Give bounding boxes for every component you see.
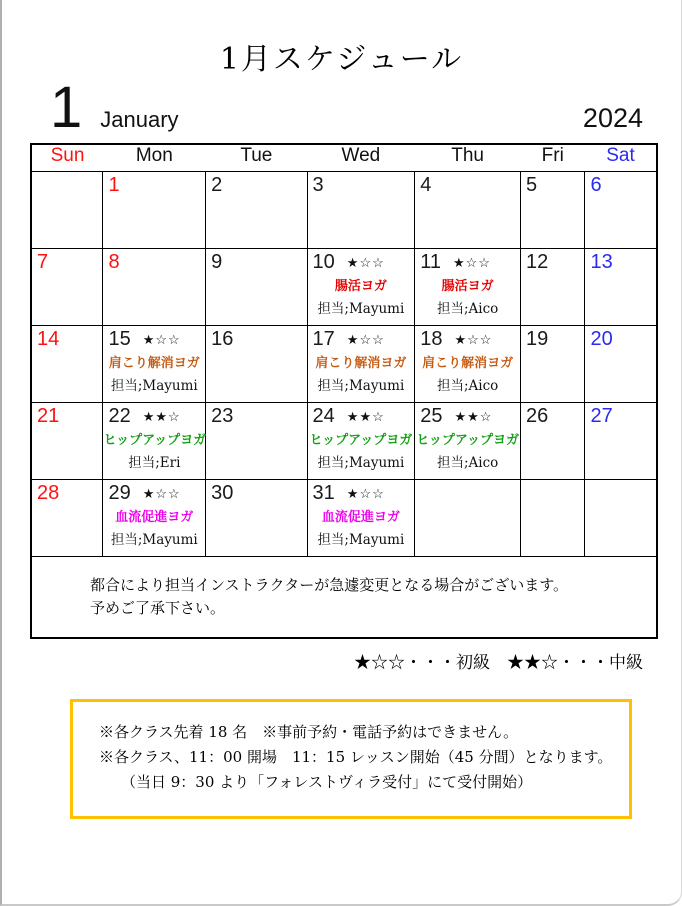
date-number: 7 bbox=[37, 251, 49, 274]
calendar-cell bbox=[307, 249, 415, 326]
calendar-cell bbox=[206, 326, 307, 403]
calendar-cell bbox=[103, 480, 206, 557]
date-number: 27 bbox=[590, 405, 613, 428]
month-header bbox=[50, 75, 643, 140]
info-line-reception: （当日 9：30 より「フォレストヴィラ受付」にて受付開始） bbox=[121, 773, 533, 792]
date-number: 2 bbox=[211, 174, 223, 197]
date-number: 31 bbox=[312, 482, 335, 505]
date-number: 20 bbox=[590, 328, 613, 351]
info-box bbox=[70, 699, 632, 819]
info-line-capacity: ※各クラス先着 18 名 ※事前予約・電話予約はできません。 bbox=[99, 723, 519, 742]
notice-cell bbox=[31, 557, 657, 639]
date-number: 16 bbox=[211, 328, 234, 351]
month-name: January bbox=[100, 107, 179, 132]
weekday-header-sun: Sun bbox=[50, 145, 85, 167]
calendar-cell bbox=[307, 480, 415, 557]
date-number: 17 bbox=[312, 328, 335, 351]
calendar-cell bbox=[103, 326, 206, 403]
class-name: 腸活ヨガ bbox=[334, 279, 387, 295]
difficulty-stars: ★☆☆ bbox=[142, 331, 181, 347]
class-name: 血流促進ヨガ bbox=[115, 510, 194, 526]
date-number: 19 bbox=[526, 328, 549, 351]
calendar-cell bbox=[206, 480, 307, 557]
calendar-cell bbox=[521, 480, 585, 557]
date-number: 26 bbox=[526, 405, 549, 428]
weekday-header-thu: Thu bbox=[451, 145, 484, 167]
calendar-cell bbox=[415, 326, 521, 403]
class-staff: 担当;Mayumi bbox=[317, 532, 405, 549]
date-number: 22 bbox=[108, 405, 131, 428]
class-name: 肩こり解消ヨガ bbox=[315, 356, 407, 372]
difficulty-stars: ★★☆ bbox=[346, 408, 385, 424]
weekday-header-fri: Fri bbox=[541, 145, 564, 167]
weekday-header-row bbox=[31, 144, 657, 172]
class-name: ヒップアップヨガ bbox=[309, 433, 413, 449]
calendar-cell bbox=[31, 403, 103, 480]
date-number: 9 bbox=[211, 251, 223, 274]
calendar-cell bbox=[585, 480, 657, 557]
date-number: 25 bbox=[420, 405, 443, 428]
calendar-cell bbox=[103, 403, 206, 480]
difficulty-stars: ★☆☆ bbox=[346, 485, 385, 501]
calendar-cell bbox=[31, 480, 103, 557]
class-name: 肩こり解消ヨガ bbox=[108, 356, 200, 372]
calendar-cell bbox=[206, 172, 307, 249]
calendar-cell bbox=[307, 403, 415, 480]
date-number: 13 bbox=[590, 251, 613, 274]
calendar-cell bbox=[521, 326, 585, 403]
calendar-cell bbox=[585, 326, 657, 403]
difficulty-stars: ★☆☆ bbox=[142, 485, 181, 501]
class-staff: 担当;Mayumi bbox=[317, 301, 405, 318]
class-staff: 担当;Mayumi bbox=[317, 455, 405, 472]
class-name: 肩こり解消ヨガ bbox=[422, 356, 514, 372]
notice-line: 予めご了承下さい。 bbox=[90, 599, 226, 618]
class-staff: 担当;Mayumi bbox=[110, 532, 198, 549]
calendar-table bbox=[30, 143, 658, 639]
class-name: 腸活ヨガ bbox=[441, 279, 494, 295]
calendar-cell bbox=[31, 326, 103, 403]
calendar-cell bbox=[585, 403, 657, 480]
weekday-header-mon: Mon bbox=[135, 145, 173, 167]
page-title: 1月スケジュール bbox=[219, 42, 464, 77]
calendar-week-row bbox=[31, 249, 657, 326]
difficulty-legend: ★☆☆・・・初級 ★★☆・・・中級 bbox=[354, 653, 643, 674]
class-name: ヒップアップヨガ bbox=[416, 433, 519, 449]
date-number: 21 bbox=[37, 405, 60, 428]
class-staff: 担当;Mayumi bbox=[110, 378, 198, 395]
calendar-cell bbox=[585, 172, 657, 249]
calendar-cell bbox=[103, 249, 206, 326]
date-number: 8 bbox=[108, 251, 120, 274]
date-number: 18 bbox=[420, 328, 443, 351]
calendar-cell bbox=[31, 249, 103, 326]
date-number: 23 bbox=[211, 405, 234, 428]
date-number: 1 bbox=[108, 174, 120, 197]
calendar-cell bbox=[415, 480, 521, 557]
class-staff: 担当;Aico bbox=[436, 378, 499, 395]
calendar-cell bbox=[521, 403, 585, 480]
calendar-cell bbox=[415, 172, 521, 249]
date-number: 5 bbox=[526, 174, 538, 197]
notice-row bbox=[31, 557, 657, 639]
date-number: 3 bbox=[312, 174, 324, 197]
date-number: 11 bbox=[420, 251, 441, 274]
difficulty-stars: ★☆☆ bbox=[346, 254, 385, 270]
year-label: 2024 bbox=[582, 103, 643, 133]
calendar-cell bbox=[31, 172, 103, 249]
class-staff: 担当;Aico bbox=[436, 455, 499, 472]
calendar-cell bbox=[103, 172, 206, 249]
date-number: 24 bbox=[312, 405, 335, 428]
date-number: 15 bbox=[108, 328, 131, 351]
date-number: 12 bbox=[526, 251, 549, 274]
date-number: 14 bbox=[37, 328, 60, 351]
weekday-header-tue: Tue bbox=[240, 145, 273, 167]
class-staff: 担当;Mayumi bbox=[317, 378, 405, 395]
month-number: 1 bbox=[50, 75, 83, 140]
class-staff: 担当;Aico bbox=[436, 301, 499, 318]
difficulty-stars: ★☆☆ bbox=[346, 331, 385, 347]
calendar-cell bbox=[521, 249, 585, 326]
calendar-cell bbox=[585, 249, 657, 326]
calendar-body bbox=[31, 172, 657, 639]
calendar-cell bbox=[307, 326, 415, 403]
difficulty-stars: ★☆☆ bbox=[454, 331, 493, 347]
class-name: ヒップアップヨガ bbox=[103, 433, 207, 449]
calendar-week-row bbox=[31, 480, 657, 557]
calendar-week-row bbox=[31, 172, 657, 249]
class-name: 血流促進ヨガ bbox=[321, 510, 400, 526]
date-number: 28 bbox=[37, 482, 60, 505]
info-line-times: ※各クラス、11：00 開場 11：15 レッスン開始（45 分間）となります。 bbox=[99, 748, 613, 767]
calendar-cell bbox=[521, 172, 585, 249]
calendar-cell bbox=[307, 172, 415, 249]
difficulty-stars: ★★☆ bbox=[142, 408, 181, 424]
date-number: 6 bbox=[590, 174, 602, 197]
date-number: 4 bbox=[420, 174, 432, 197]
difficulty-stars: ★☆☆ bbox=[452, 254, 491, 270]
date-number: 10 bbox=[312, 251, 335, 274]
weekday-header-wed: Wed bbox=[341, 145, 381, 167]
date-number: 30 bbox=[211, 482, 234, 505]
weekday-header-sat: Sat bbox=[606, 145, 635, 167]
date-number: 29 bbox=[108, 482, 131, 505]
class-staff: 担当;Eri bbox=[128, 455, 181, 472]
calendar-cell bbox=[415, 249, 521, 326]
calendar-week-row bbox=[31, 326, 657, 403]
calendar-cell bbox=[206, 249, 307, 326]
calendar-cell bbox=[206, 403, 307, 480]
difficulty-stars: ★★☆ bbox=[454, 408, 493, 424]
notice-line: 都合により担当インストラクターが急遽変更となる場合がございます。 bbox=[90, 575, 569, 594]
calendar-cell bbox=[415, 403, 521, 480]
calendar-week-row bbox=[31, 403, 657, 480]
